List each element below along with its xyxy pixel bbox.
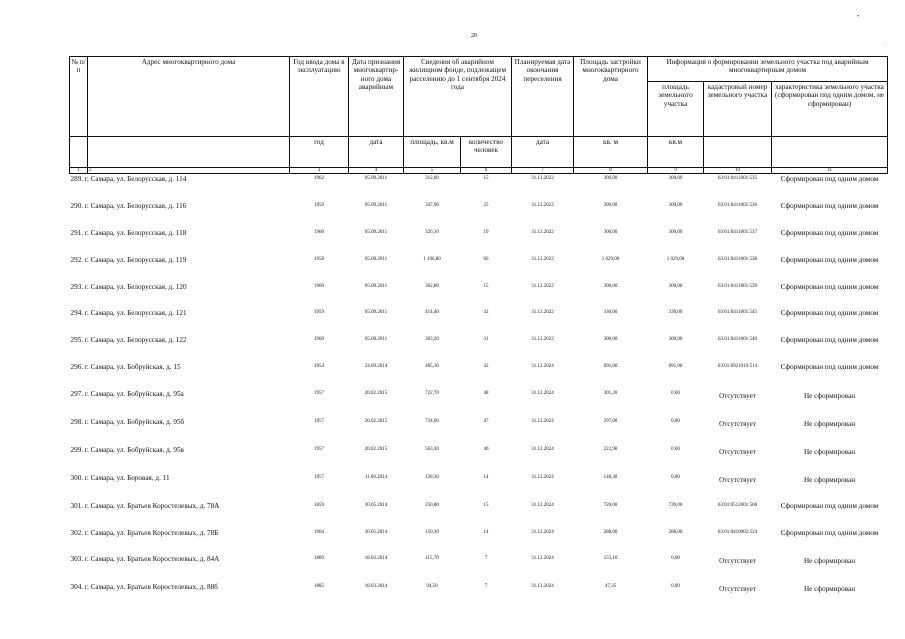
column-number: 7 — [512, 168, 574, 174]
land-characteristic-cell: Сформирован под одним домом — [780, 363, 879, 372]
planned-date-cell: 31.12.2024 — [531, 391, 554, 397]
address-cell: 299. г. Самара, ул. Бобруйская, д. 95в — [70, 445, 184, 454]
header-number: № п/п — [70, 57, 88, 137]
cadastral-cell: 63:01:0410002:524 — [717, 529, 758, 535]
land-area-cell: 300,00 — [668, 283, 683, 289]
area-cell: 347,90 — [425, 202, 439, 208]
address-cell: 298. г. Самара, ул. Бобруйская, д. 95б — [70, 418, 185, 427]
land-characteristic-cell: Сформирован под одним домом — [780, 175, 879, 183]
planned-date-cell: 31.12.2024 — [531, 584, 554, 590]
land-area-cell: 300,00 — [668, 176, 683, 181]
column-number: 5 — [404, 168, 461, 174]
building-area-cell: 301,20 — [603, 391, 618, 397]
table-row — [70, 308, 888, 335]
header-address: Адрес многоквартирного дома — [88, 57, 290, 137]
planned-date-cell: 31.12.2024 — [531, 364, 554, 370]
area-cell: 326,10 — [425, 229, 439, 235]
recognition-date-cell: 18.03.2014 — [364, 584, 388, 590]
recognition-date-cell: 18.03.2014 — [364, 556, 388, 562]
planned-date-cell: 31.12.2022 — [531, 310, 554, 316]
unit-area: площадь, кв.м — [404, 137, 461, 168]
table-row — [70, 335, 888, 362]
building-area-cell: 288,00 — [603, 529, 618, 535]
unit-sqm: кв.м — [648, 137, 704, 168]
scan-speck: · — [884, 42, 886, 48]
cadastral-cell: 63:01:0411001:538 — [718, 256, 757, 262]
planned-date-cell: 31.12.2024 — [531, 529, 554, 535]
table-row — [70, 528, 888, 555]
unit-year: год — [290, 137, 349, 168]
area-cell: 128,30 — [425, 474, 439, 480]
people-cell: 40 — [483, 446, 489, 452]
address-cell: 291. г. Самара, ул. Белорусская, д. 118 — [70, 228, 187, 237]
recognition-date-cell: 05.09.2011 — [364, 256, 388, 262]
building-area-cell: 300,00 — [603, 337, 618, 343]
planned-date-cell: 31.12.2022 — [531, 202, 554, 208]
building-area-cell: 330,00 — [603, 310, 618, 316]
people-cell: 15 — [483, 502, 489, 508]
unit-empty — [704, 137, 772, 168]
area-cell: 302,80 — [425, 283, 439, 289]
building-area-cell: 153,10 — [603, 556, 618, 562]
cadastral-cell: Отсутствует — [719, 420, 756, 429]
land-characteristic-cell: Не сформирован — [803, 475, 856, 484]
address-cell: 303. г. Самара, ул. Братьев Коростелевых, д. 84А — [70, 555, 220, 564]
land-characteristic-cell: Сформирован под одним домом — [780, 501, 879, 510]
building-area-cell: 300,00 — [603, 229, 618, 235]
people-cell: 15 — [483, 176, 489, 181]
unit-date: дата — [512, 137, 574, 168]
land-characteristic-cell: Сформирован под одним домом — [780, 282, 879, 291]
cadastral-cell: 63:01:0411001:539 — [718, 283, 757, 289]
planned-date-cell: 31.12.2022 — [531, 283, 554, 289]
unit-people: количество человек — [461, 137, 512, 168]
scan-speck: • — [857, 14, 860, 20]
planned-date-cell: 31.12.2024 — [531, 419, 554, 425]
people-cell: 14 — [483, 474, 489, 480]
land-area-cell: 300,00 — [668, 202, 683, 208]
header-land-area: площадь земельного участка — [648, 82, 704, 137]
building-area-cell: 300,00 — [603, 202, 618, 208]
column-number: 6 — [461, 168, 512, 174]
land-area-cell: 691,00 — [668, 364, 683, 370]
unit-empty — [70, 137, 88, 168]
year-cell: 1889 — [314, 556, 324, 562]
year-cell: 1904 — [314, 529, 324, 535]
year-cell: 1957 — [314, 419, 324, 425]
table-row — [70, 582, 888, 610]
planned-date-cell: 31.12.2022 — [531, 229, 554, 235]
address-cell: 301. г. Самара, ул. Братьев Коростелевых, д. 78А — [70, 501, 220, 510]
year-cell: 1954 — [314, 364, 324, 370]
building-area-cell: 1 029,00 — [601, 256, 620, 262]
column-number: 2 — [88, 168, 290, 174]
cadastral-cell: Отсутствует — [719, 585, 756, 594]
building-area-cell: 47,35 — [604, 584, 617, 590]
address-cell: 297. г. Самара, ул. Бобруйская, д. 95а — [70, 390, 184, 399]
land-characteristic-cell: Сформирован под одним домом — [780, 255, 879, 264]
people-cell: 7 — [484, 556, 488, 562]
year-cell: 1960 — [314, 283, 324, 289]
address-cell: 295. г. Самара, ул. Белорусская, д. 122 — [70, 336, 187, 345]
land-characteristic-cell: Не сформирован — [803, 557, 856, 566]
land-area-cell: 0,00 — [671, 419, 680, 425]
address-cell: 296. г. Самара, ул. Бобруйская, д. 15 — [70, 363, 181, 372]
column-number: 3 — [290, 168, 349, 174]
area-cell: 115,70 — [425, 556, 439, 562]
cadastral-cell: 63:01:0512001:506 — [717, 502, 758, 508]
land-characteristic-cell: Не сформирован — [803, 585, 856, 594]
cadastral-cell: 63:01:0411001:536 — [718, 202, 757, 208]
area-cell: 414,40 — [425, 310, 439, 316]
land-characteristic-cell: Сформирован под одним домом — [780, 309, 879, 318]
header-recognition-date: Дата признания многоквартир-ного дома аварийным — [349, 57, 404, 137]
building-area-cell: 300,00 — [603, 283, 618, 289]
area-cell: 722,70 — [425, 391, 439, 397]
address-cell: 294. г. Самара, ул. Белорусская, д. 121 — [70, 309, 187, 318]
people-cell: 15 — [483, 283, 489, 289]
table-body — [70, 174, 888, 611]
area-cell: 1 196,80 — [423, 256, 441, 262]
people-cell: 32 — [483, 310, 489, 316]
table-row — [70, 362, 888, 389]
cadastral-cell: Отсутствует — [719, 557, 756, 566]
area-cell: 150,30 — [425, 529, 439, 535]
building-area-cell: 691,00 — [603, 364, 618, 370]
land-area-cell: 330,00 — [668, 310, 683, 316]
land-characteristic-cell: Не сформирован — [803, 420, 856, 429]
recognition-date-cell: 05.09.2011 — [364, 283, 388, 289]
planned-date-cell: 31.12.2022 — [531, 337, 554, 343]
recognition-date-cell: 20.02.2015 — [364, 391, 388, 397]
table-row — [70, 501, 888, 528]
table-row — [70, 554, 888, 582]
year-cell: 1960 — [314, 229, 324, 235]
table-row — [70, 174, 888, 201]
address-cell: 289. г. Самара, ул. Белорусская, д. 114 — [70, 175, 187, 183]
land-characteristic-cell: Сформирован под одним домом — [780, 228, 879, 237]
cadastral-cell: 63:01:0411001:537 — [718, 229, 757, 235]
recognition-date-cell: 05.09.2011 — [364, 337, 388, 343]
address-cell: 304. г. Самара, ул. Братьев Коростелевых, д. 88б — [70, 583, 218, 592]
table-row — [70, 389, 888, 417]
table-row — [70, 473, 888, 501]
column-number: 1 — [70, 168, 88, 174]
year-cell: 1859 — [314, 502, 324, 508]
land-area-cell: 0,00 — [671, 446, 680, 452]
unit-empty — [88, 137, 290, 168]
recognition-date-cell: 05.09.2011 — [364, 310, 388, 316]
land-area-cell: 0,00 — [671, 391, 680, 397]
address-cell: 292. г. Самара, ул. Белорусская, д. 119 — [70, 255, 187, 264]
recognition-date-cell: 30.05.2014 — [364, 529, 388, 535]
land-characteristic-cell: Сформирован под одним домом — [780, 201, 879, 210]
header-year: Год ввода дома в эксплуатацию — [290, 57, 349, 137]
table-row — [70, 282, 888, 309]
people-cell: 14 — [483, 529, 489, 535]
building-area-cell: 720,00 — [603, 502, 618, 508]
area-cell: 485,30 — [425, 364, 439, 370]
table-row — [70, 201, 888, 228]
land-characteristic-cell: Не сформирован — [803, 447, 856, 456]
area-cell: 250,80 — [425, 502, 439, 508]
address-cell: 293. г. Самара, ул. Белорусская, д. 120 — [70, 282, 187, 291]
cadastral-cell: 63:01:0411001:535 — [718, 176, 757, 181]
year-cell: 1958 — [314, 256, 324, 262]
land-characteristic-cell: Не сформирован — [803, 392, 856, 401]
cadastral-cell: 63:01:0921019:514 — [717, 364, 758, 370]
area-cell: 94,50 — [426, 584, 438, 590]
year-cell: 1957 — [314, 474, 324, 480]
people-cell: 42 — [483, 364, 489, 370]
address-cell: 300. г. Самара, ул. Боровая, д. 11 — [70, 473, 170, 482]
land-area-cell: 720,00 — [668, 502, 683, 508]
table-row — [70, 255, 888, 282]
cadastral-cell: 63:01:0411001:540 — [718, 337, 757, 343]
land-area-cell: 288,00 — [668, 529, 683, 535]
recognition-date-cell: 24.09.2014 — [364, 364, 388, 370]
cadastral-cell: 63:01:0411001:545 — [718, 310, 757, 316]
planned-date-cell: 31.12.2022 — [531, 256, 554, 262]
address-cell: 302. г. Самара, ул. Братьев Коростелевых, д. 78Б — [70, 528, 219, 537]
header-planned-date: Планируемая дата окончания переселения — [512, 57, 574, 137]
header-building-area: Площадь застройки многоквартирного дома — [574, 57, 648, 137]
building-area-cell: 300,00 — [603, 176, 618, 181]
year-cell: 1959 — [314, 202, 324, 208]
recognition-date-cell: 05.09.2011 — [364, 176, 388, 181]
address-cell: 290. г. Самара, ул. Белорусская, д. 116 — [70, 201, 187, 210]
year-cell: 1960 — [314, 337, 324, 343]
people-cell: 66 — [483, 256, 489, 262]
table-row — [70, 445, 888, 473]
housing-table — [69, 56, 888, 610]
building-area-cell: 148,30 — [603, 474, 618, 480]
year-cell: 1957 — [314, 446, 324, 452]
header-emergency-fund: Сведения об аварийном жилищном фонде, подлежащем расселению до 1 сентября 2024 года — [404, 57, 512, 137]
page-number: 20 — [471, 33, 477, 39]
planned-date-cell: 31.12.2024 — [531, 502, 554, 508]
recognition-date-cell: 05.09.2011 — [364, 202, 388, 208]
recognition-date-cell: 30.05.2014 — [364, 502, 388, 508]
land-area-cell: 1 029,00 — [666, 256, 685, 262]
recognition-date-cell: 05.09.2011 — [364, 229, 388, 235]
cadastral-cell: Отсутствует — [719, 447, 756, 456]
land-area-cell: 300,00 — [668, 337, 683, 343]
area-cell: 563,30 — [425, 446, 439, 452]
year-cell: 1957 — [314, 391, 324, 397]
area-cell: 312,80 — [425, 176, 439, 181]
planned-date-cell: 31.12.2024 — [531, 446, 554, 452]
table-row — [70, 417, 888, 445]
building-area-cell: 222,90 — [603, 446, 618, 452]
planned-date-cell: 31.12.2022 — [531, 176, 554, 181]
cadastral-cell: Отсутствует — [719, 475, 756, 484]
header-cadastral: кадастровый номер земельного участка — [704, 82, 772, 137]
year-cell: 1959 — [314, 310, 324, 316]
land-area-cell: 0,00 — [671, 556, 680, 562]
column-number: 9 — [648, 168, 704, 174]
planned-date-cell: 31.12.2024 — [531, 474, 554, 480]
recognition-date-cell: 20.02.2015 — [364, 446, 388, 452]
year-cell: 1885 — [314, 584, 324, 590]
people-cell: 25 — [483, 202, 489, 208]
header-land-info: Информация о формировании земельного участка под аварийным многоквартирным домом — [648, 57, 888, 82]
area-cell: 303,20 — [425, 337, 439, 343]
planned-date-cell: 31.12.2024 — [531, 556, 554, 562]
area-cell: 734,60 — [425, 419, 439, 425]
land-area-cell: 0,00 — [671, 474, 680, 480]
land-characteristic-cell: Сформирован под одним домом — [780, 528, 879, 537]
year-cell: 1962 — [314, 176, 324, 181]
people-cell: 7 — [484, 584, 488, 590]
land-area-cell: 0,00 — [671, 584, 680, 590]
header-land-characteristic: характеристика земельного участка (сформирован под одним домом, не сформирован) — [772, 82, 888, 137]
column-number: 4 — [349, 168, 404, 174]
people-cell: 47 — [483, 419, 489, 425]
column-number: 8 — [574, 168, 648, 174]
table-row — [70, 228, 888, 255]
unit-sqm: кв. м — [574, 137, 648, 168]
cadastral-cell: Отсутствует — [719, 392, 756, 401]
unit-empty — [772, 137, 888, 168]
unit-date: дата — [349, 137, 404, 168]
recognition-date-cell: 20.02.2015 — [364, 419, 388, 425]
people-cell: 19 — [483, 229, 489, 235]
column-number: 10 — [704, 168, 772, 174]
column-number: 11 — [772, 168, 888, 174]
land-area-cell: 300,00 — [668, 229, 683, 235]
people-cell: 48 — [483, 391, 489, 397]
building-area-cell: 297,00 — [603, 419, 618, 425]
people-cell: 31 — [483, 337, 489, 343]
recognition-date-cell: 11.06.2014 — [364, 474, 388, 480]
land-characteristic-cell: Сформирован под одним домом — [780, 336, 879, 345]
